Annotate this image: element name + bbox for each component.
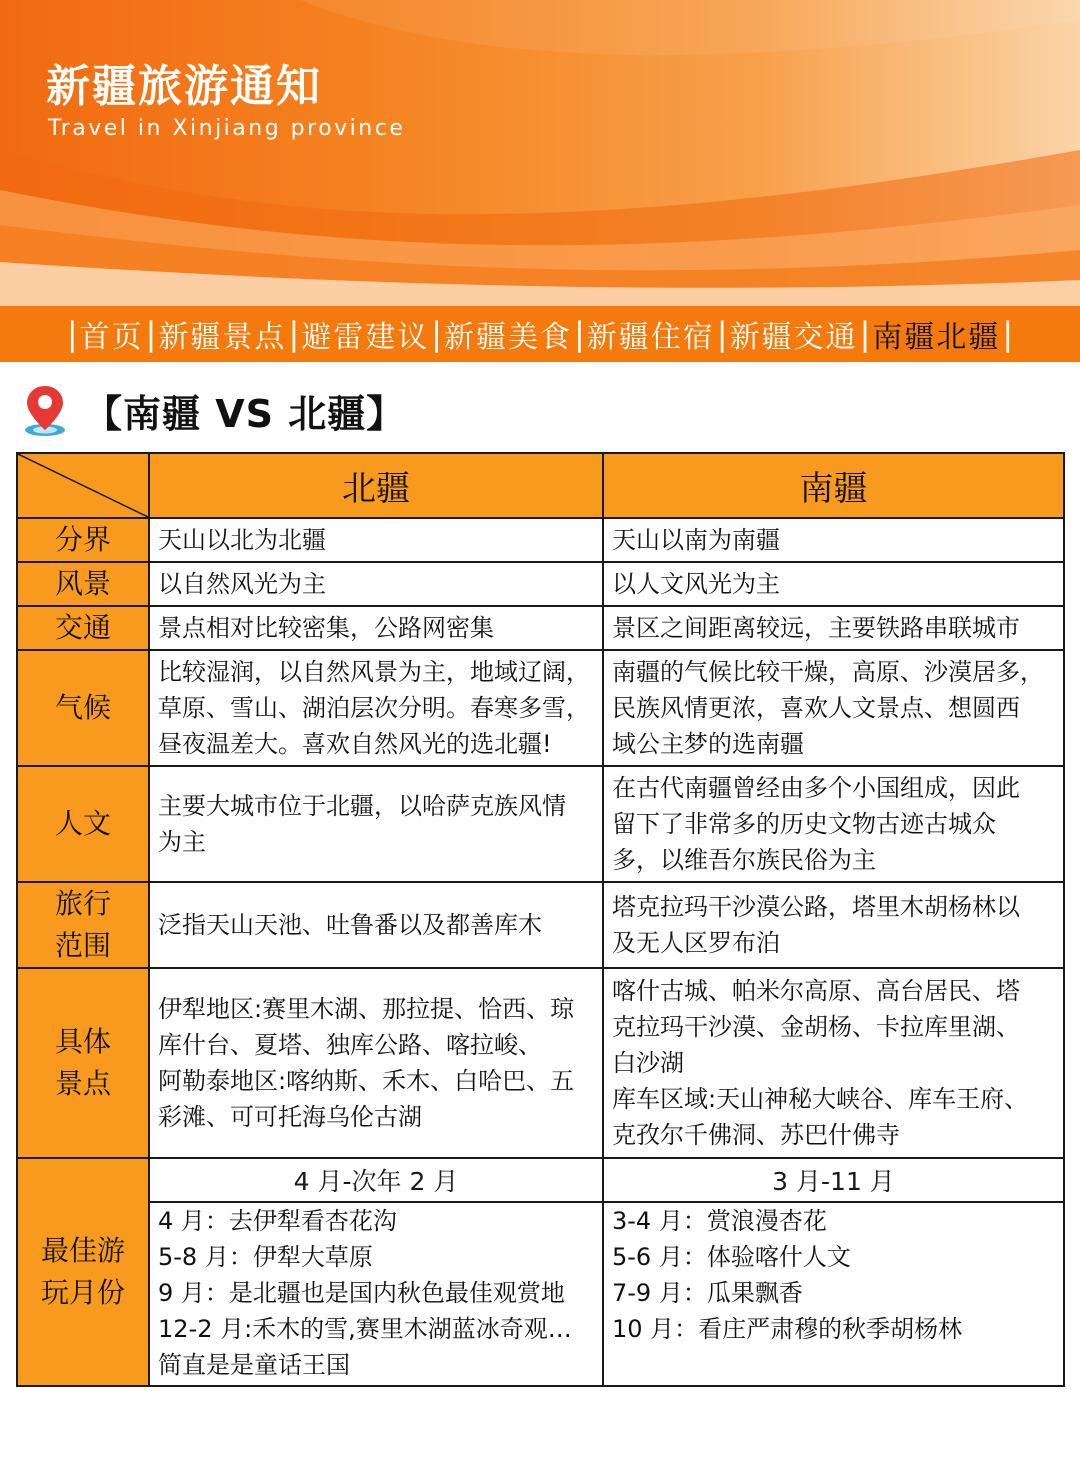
south-cell — [603, 1202, 1064, 1386]
cell-line: 库什台、夏塔、独库公路、喀拉峻、 — [158, 1031, 542, 1059]
row-label — [17, 1158, 149, 1386]
south-cell — [603, 766, 1064, 882]
nav-item-transport[interactable]: 新疆交通 — [729, 320, 858, 355]
cell-line: 阿勒泰地区:喀纳斯、禾木、白哈巴、五 — [158, 1067, 575, 1095]
section-title: 【南疆 VS 北疆】 — [84, 391, 406, 436]
north-cell: 以自然风光为主 — [149, 562, 603, 606]
north-cell — [149, 650, 603, 766]
cell-line: 12-2 月:禾木的雪,赛里木湖蓝冰奇观… — [158, 1315, 572, 1343]
cell-line: 及无人区罗布泊 — [612, 929, 780, 957]
cell-line: 多，以维吾尔族民俗为主 — [612, 846, 876, 874]
north-cell: 泛指天山天池、吐鲁番以及都善库木 — [149, 882, 603, 968]
row-label-line: 景点 — [54, 1067, 111, 1100]
row-label: 风景 — [17, 562, 149, 606]
nav-separator: | — [66, 315, 78, 353]
cell-line: 5-6 月：体验喀什人文 — [612, 1243, 851, 1271]
table-row — [17, 606, 1064, 650]
comparison-table — [16, 452, 1065, 1387]
row-label-line: 玩月份 — [40, 1276, 125, 1309]
cell-line: 昼夜温差大。喜欢自然风光的选北疆! — [158, 730, 552, 758]
cell-line: 域公主梦的选南疆 — [612, 730, 804, 758]
nav-separator: | — [431, 315, 442, 353]
table-row — [17, 766, 1064, 882]
row-label: 分界 — [17, 518, 149, 562]
nav-item-food[interactable]: 新疆美食 — [444, 320, 572, 355]
nav-separator: | — [145, 315, 157, 353]
nav-separator: | — [288, 315, 300, 353]
south-cell: 天山以南为南疆 — [603, 518, 1064, 562]
cell-line: 彩滩、可可托海乌伦古湖 — [158, 1103, 422, 1131]
cell-line: 10 月：看庄严肃穆的秋季胡杨林 — [612, 1315, 963, 1343]
cell-line: 伊犁地区:赛里木湖、那拉提、恰西、琼 — [158, 995, 575, 1023]
cell-line: 比较湿润，以自然风景为主，地域辽阔， — [158, 658, 590, 686]
cell-line: 克拉玛干沙漠、金胡杨、卡拉库里湖、 — [612, 1013, 1020, 1041]
cell-line: 9 月：是北疆也是国内秋色最佳观赏地 — [158, 1279, 565, 1307]
row-label: 交通 — [17, 606, 149, 650]
north-cell — [149, 766, 603, 882]
nav-item-south-north[interactable]: 南疆北疆 — [872, 320, 1001, 355]
nav-separator: | — [1002, 315, 1014, 353]
diagonal-divider — [18, 454, 148, 517]
north-cell: 天山以北为北疆 — [149, 518, 603, 562]
cell-line: 库车区域:天山神秘大峡谷、库车王府、 — [612, 1085, 1029, 1113]
cell-line: 在古代南疆曾经由多个小国组成，因此 — [612, 774, 1020, 802]
nav-separator: | — [859, 315, 871, 353]
banner-wave-decoration — [0, 0, 1080, 306]
north-cell — [149, 968, 603, 1158]
row-label-line: 具体 — [54, 1025, 111, 1058]
cell-line: 4 月：去伊犁看杏花沟 — [158, 1207, 397, 1235]
south-cell — [603, 650, 1064, 766]
south-cell — [603, 882, 1064, 968]
south-cell — [603, 968, 1064, 1158]
column-header-south: 南疆 — [603, 453, 1064, 518]
section-heading — [20, 380, 405, 440]
north-month-range: 4 月-次年 2 月 — [149, 1158, 603, 1202]
row-label-line: 旅行 — [54, 887, 111, 920]
cell-line: 留下了非常多的历史文物古迹古城众 — [612, 810, 996, 838]
south-month-range: 3 月-11 月 — [603, 1158, 1064, 1202]
cell-line: 喀什古城、帕米尔高原、高台居民、塔 — [612, 977, 1020, 1005]
south-cell: 以人文风光为主 — [603, 562, 1064, 606]
nav-item-pitfall-tips[interactable]: 避雷建议 — [301, 320, 430, 355]
cell-line: 主要大城市位于北疆，以哈萨克族风情 — [158, 792, 566, 820]
row-label-line: 范围 — [54, 929, 111, 962]
cell-line: 7-9 月：瓜果飘香 — [612, 1279, 803, 1307]
row-label-line: 最佳游 — [40, 1234, 125, 1267]
nav-separator: | — [716, 315, 728, 353]
nav-item-attractions[interactable]: 新疆景点 — [158, 320, 287, 355]
row-label — [17, 968, 149, 1158]
nav-item-home[interactable]: 首页 — [79, 320, 144, 355]
cell-line: 3-4 月：赏浪漫杏花 — [612, 1207, 827, 1235]
column-header-north: 北疆 — [149, 453, 603, 518]
table-row — [17, 1202, 1064, 1386]
north-cell — [149, 1202, 603, 1386]
south-cell: 景区之间距离较远，主要铁路串联城市 — [603, 606, 1064, 650]
cell-line: 为主 — [158, 828, 206, 856]
header-banner — [0, 0, 1080, 306]
nav-bar — [0, 306, 1080, 362]
cell-line: 克孜尔千佛洞、苏巴什佛寺 — [612, 1121, 900, 1149]
location-pin-icon — [20, 382, 70, 438]
table-row — [17, 650, 1064, 766]
cell-line: 5-8 月：伊犁大草原 — [158, 1243, 373, 1271]
cell-line: 草原、雪山、湖泊层次分明。春寒多雪， — [158, 694, 590, 722]
nav-item-lodging[interactable]: 新疆住宿 — [586, 320, 715, 355]
cell-line: 塔克拉玛干沙漠公路，塔里木胡杨林以 — [612, 893, 1020, 921]
row-label — [17, 882, 149, 968]
table-row — [17, 968, 1064, 1158]
page-title: 新疆旅游通知 — [46, 61, 322, 112]
cell-line: 简直是是童话王国 — [158, 1351, 350, 1379]
row-label: 气候 — [17, 650, 149, 766]
table-row — [17, 882, 1064, 968]
cell-line: 白沙湖 — [612, 1049, 684, 1077]
page-subtitle: Travel in Xinjiang province — [48, 116, 406, 141]
cell-line: 民族风情更浓，喜欢人文景点、想圆西 — [612, 694, 1020, 722]
table-row — [17, 1158, 1064, 1202]
table-corner-cell — [17, 453, 149, 518]
row-label: 人文 — [17, 766, 149, 882]
table-header-row — [17, 453, 1064, 518]
table-row — [17, 518, 1064, 562]
cell-line: 南疆的气候比较干燥，高原、沙漠居多， — [612, 658, 1044, 686]
north-cell: 景点相对比较密集，公路网密集 — [149, 606, 603, 650]
nav-separator: | — [574, 315, 585, 353]
table-row — [17, 562, 1064, 606]
